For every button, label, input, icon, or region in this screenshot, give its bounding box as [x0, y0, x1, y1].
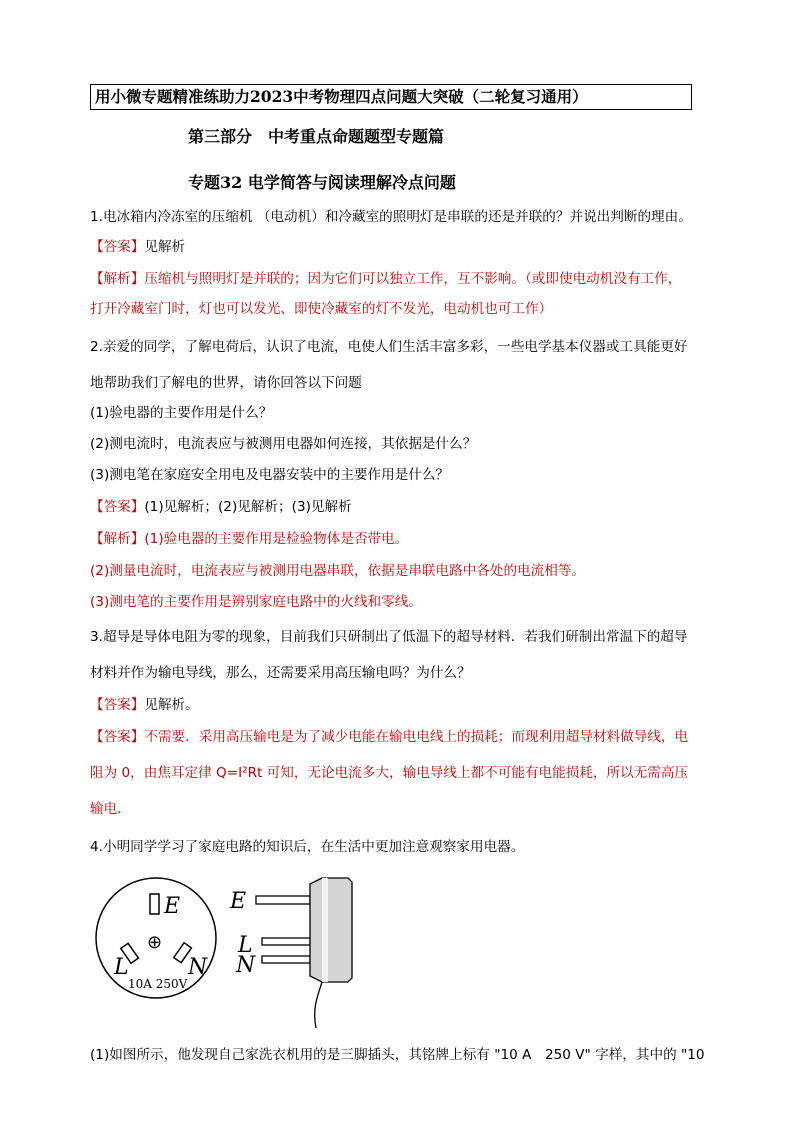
q2-sub-1: (1)验电器的主要作用是什么？ — [90, 405, 273, 421]
q2-question-line-1: 2.亲爱的同学，了解电荷后，认识了电流，电使人们生活丰富多彩，一些电学基本仪器或工具能更好 — [90, 339, 688, 355]
answer-text: 见解析 — [144, 239, 186, 255]
q3-question-line-1: 3.超导是导体电阻为零的现象，目前我们只研制出了低温下的超导材料．若我们研制出常温下的超导 — [90, 629, 688, 645]
q3-analysis-line-1 — [90, 728, 688, 746]
series-banner: 用小微专题精准练助力2023中考物理四点问题大突破（二轮复习通用） — [90, 84, 692, 110]
plug-pin-n — [262, 956, 310, 963]
analysis-text: (1)验电器的主要作用是检验物体是否带电。 — [144, 531, 409, 547]
plug-body — [310, 878, 352, 982]
q2-sub-2: (2)测电流时，电流表应与被测用电器如何连接，其依据是什么？ — [90, 436, 477, 452]
q2-analysis-line-2: (2)测量电流时，电流表应与被测用电器串联，依据是串联电路中各处的电流相等。 — [90, 563, 586, 579]
ground-symbol: ⊕ — [147, 932, 163, 953]
plug-label-e: E — [230, 889, 247, 914]
q2-sub-3: (3)测电笔在家庭安全用电及电器安装中的主要作用是什么？ — [90, 467, 450, 483]
plug-pin-l — [262, 938, 310, 945]
socket-label-e: E — [164, 894, 181, 919]
analysis-text: 不需要．采用高压输电是为了减少电能在输电电线上的损耗；而现利用超导材料做导线，电 — [144, 729, 689, 745]
socket-diagram — [96, 878, 216, 998]
q4-sub-1: (1)如图所示，他发现自己家洗衣机用的是三脚插头，其铭牌上标有 "10 A 250 V" 字样，其中的 "10 — [90, 1047, 705, 1063]
socket-label-n: N — [188, 955, 208, 980]
q3-analysis-line-2: 阻为 0，由焦耳定律 Q=I²Rt 可知，无论电流多大，输电导线上都不可能有电能损耗，所以无需高压 — [90, 765, 689, 781]
q1-analysis-line-2: 打开冷藏室门时，灯也可以发光、即使冷藏室的灯不发光，电动机也可工作） — [90, 301, 553, 317]
analysis-tag: 【答案】 — [90, 729, 145, 745]
analysis-tag: 【解析】 — [90, 271, 145, 287]
plug-cable — [315, 982, 322, 1028]
plug-label-l: L — [238, 933, 253, 958]
part-title: 第三部分 中考重点命题题型专题篇 — [188, 127, 445, 146]
q2-analysis-line-3: (3)测电笔的主要作用是辨别家庭电路中的火线和零线。 — [90, 594, 422, 610]
answer-tag: 【答案】 — [90, 499, 145, 515]
q1-answer — [90, 238, 185, 256]
plug-diagram — [229, 878, 352, 1028]
q3-question-line-2: 材料并作为输电导线，那么，还需要采用高压输电吗？为什么？ — [90, 665, 471, 681]
answer-tag: 【答案】 — [90, 239, 145, 255]
q3-answer — [90, 696, 199, 714]
analysis-text: 压缩机与照明灯是并联的；因为它们可以独立工作，互不影响。（或即使电动机没有工作， — [144, 271, 682, 287]
plug-highlight — [322, 878, 328, 982]
q1-analysis-line-1 — [90, 270, 681, 288]
plug-pin-e — [256, 896, 310, 904]
plug-socket-figure — [90, 870, 730, 1030]
socket-slot-e — [150, 894, 159, 914]
socket-rating: 10A 250V — [128, 977, 188, 991]
plug-label-n: N — [236, 953, 256, 978]
analysis-tag: 【解析】 — [90, 531, 145, 547]
q1-question: 1.电冰箱内冷冻室的压缩机 （电动机）和冷藏室的照明灯是串联的还是并联的？并说出判断的理由。 — [90, 209, 692, 225]
answer-text: 见解析。 — [144, 697, 199, 713]
q4-question: 4.小明同学学习了家庭电路的知识后，在生活中更加注意观察家用电器。 — [90, 839, 525, 855]
q3-analysis-line-3: 输电． — [90, 801, 131, 817]
socket-label-l: L — [114, 955, 129, 980]
q2-question-line-2: 地帮助我们了解电的世界，请你回答以下问题 — [90, 375, 362, 391]
q2-analysis-line-1 — [90, 530, 408, 548]
answer-tag: 【答案】 — [90, 697, 145, 713]
q2-answer — [90, 498, 352, 516]
topic-title: 专题32 电学简答与阅读理解冷点问题 — [188, 173, 456, 192]
answer-text: (1)见解析；(2)见解析；(3)见解析 — [144, 499, 352, 515]
